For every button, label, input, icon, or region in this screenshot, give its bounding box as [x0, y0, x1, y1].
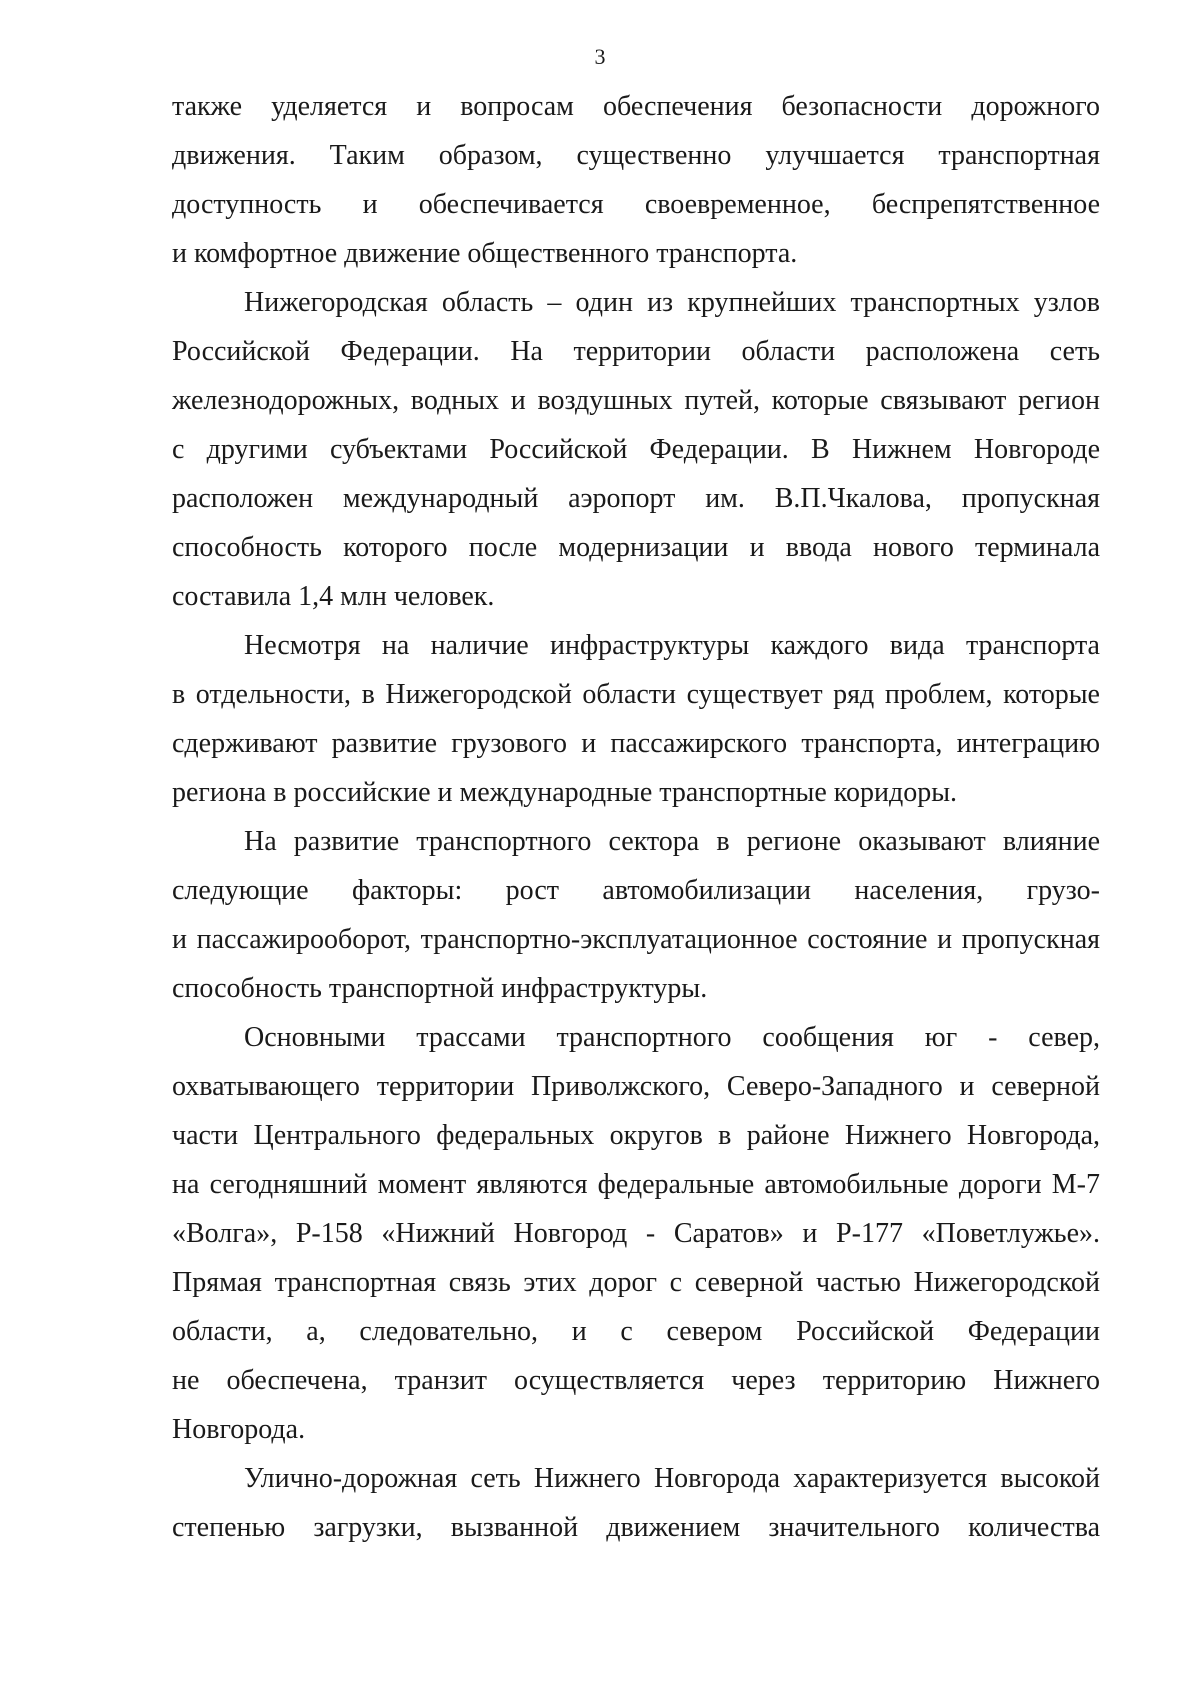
text-line: Улично-дорожная сеть Нижнего Новгорода характеризуется высокой [244, 1463, 1100, 1494]
paragraph-transport-hub [172, 278, 1100, 621]
text-line: области, а, следовательно, и с севером Российской Федерации [172, 1316, 1100, 1347]
text-line: с другими субъектами Российской Федерации. В Нижнем Новгороде [172, 434, 1100, 465]
text-line: и комфортное движение общественного транспорта. [172, 238, 798, 269]
text-line: железнодорожных, водных и воздушных путей, которые связывают регион [172, 385, 1100, 416]
text-line: расположен международный аэропорт им. В.П.Чкалова, пропускная [172, 483, 1100, 514]
text-line: Новгорода. [172, 1414, 306, 1445]
text-line: Прямая транспортная связь этих дорог с северной частью Нижегородской [172, 1267, 1100, 1298]
text-line: следующие факторы: рост автомобилизации населения, грузо- [172, 875, 1100, 906]
text-line: также уделяется и вопросам обеспечения безопасности дорожного [172, 91, 1100, 122]
text-line: не обеспечена, транзит осуществляется через территорию Нижнего [172, 1365, 1100, 1396]
text-line: способность которого после модернизации и ввода нового терминала [172, 532, 1100, 563]
text-line: степенью загрузки, вызванной движением значительного количества [172, 1512, 1100, 1543]
text-line: Основными трассами транспортного сообщения юг - север, [244, 1022, 1100, 1053]
text-line: региона в российские и международные транспортные коридоры. [172, 777, 958, 808]
text-line: Нижегородская область – один из крупнейших транспортных узлов [244, 287, 1100, 318]
text-line: охватывающего территории Приволжского, Северо-Западного и северной [172, 1071, 1100, 1102]
page-number: 3 [594, 44, 606, 69]
text-line: и пассажирооборот, транспортно-эксплуатационное состояние и пропускная [172, 924, 1100, 955]
text-line: На развитие транспортного сектора в регионе оказывают влияние [244, 826, 1100, 857]
text-line: Несмотря на наличие инфраструктуры каждого вида транспорта [244, 630, 1100, 661]
text-line: части Центрального федеральных округов в районе Нижнего Новгорода, [172, 1120, 1100, 1151]
text-line: сдерживают развитие грузового и пассажирского транспорта, интеграцию [172, 728, 1100, 759]
paragraph-factors [172, 817, 1100, 1013]
paragraph-highways [172, 1013, 1100, 1454]
text-line: составила 1,4 млн человек. [172, 581, 495, 612]
text-line: способность транспортной инфраструктуры. [172, 973, 708, 1004]
paragraph-street-network [172, 1454, 1100, 1552]
paragraph-safety [172, 82, 1100, 278]
paragraph-problems [172, 621, 1100, 817]
text-line: Российской Федерации. На территории области расположена сеть [172, 336, 1100, 367]
text-line: «Волга», Р-158 «Нижний Новгород - Саратов» и Р-177 «Поветлужье». [172, 1218, 1100, 1249]
text-line: доступность и обеспечивается своевременное, беспрепятственное [172, 189, 1100, 220]
document-body [172, 82, 1100, 1552]
text-line: в отдельности, в Нижегородской области существует ряд проблем, которые [172, 679, 1100, 710]
text-line: движения. Таким образом, существенно улучшается транспортная [172, 140, 1100, 171]
text-line: на сегодняшний момент являются федеральные автомобильные дороги М-7 [172, 1169, 1100, 1200]
